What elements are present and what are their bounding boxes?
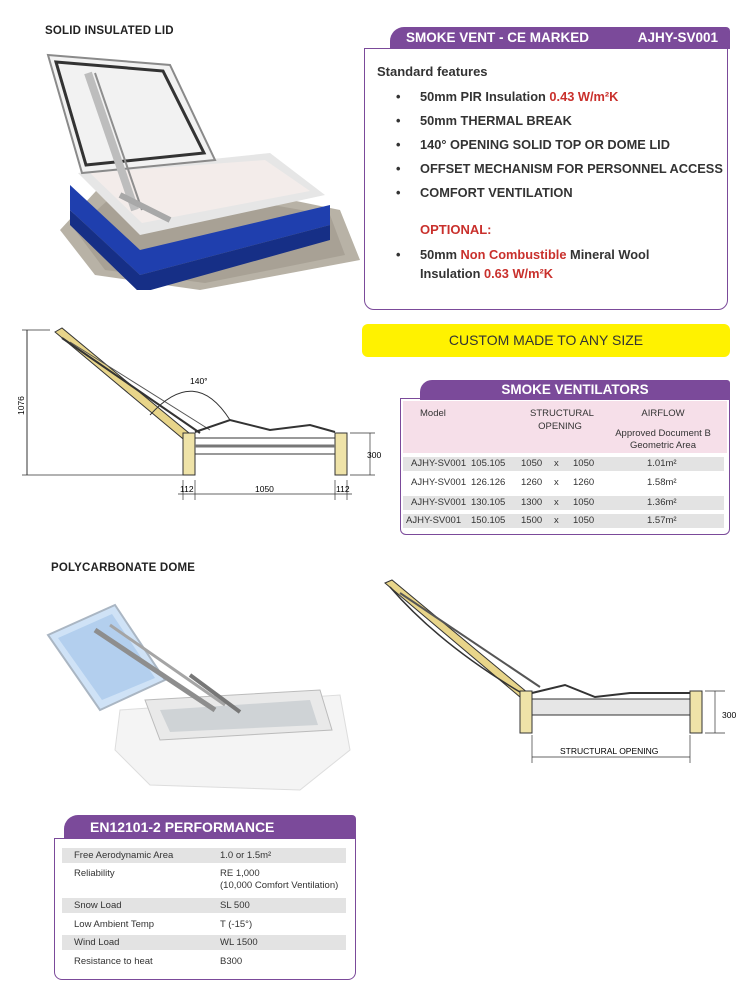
col-model: Model	[420, 408, 446, 419]
col-geometric: Geometric Area	[630, 440, 696, 451]
solid-lid-product-image	[40, 45, 360, 290]
polycarbonate-elevation-diagram	[380, 575, 742, 770]
col-structural: STRUCTURAL	[530, 408, 594, 419]
ventilators-title: SMOKE VENTILATORS	[420, 380, 730, 400]
polycarbonate-heading: POLYCARBONATE DOME	[51, 562, 196, 574]
performance-row: Wind Load WL 1500	[62, 935, 346, 950]
standard-features-label: Standard features	[377, 64, 488, 79]
performance-tab	[64, 815, 356, 839]
side-left-dimension: 112	[180, 484, 194, 494]
solid-lid-heading: SOLID INSULATED LID	[45, 25, 174, 37]
features-tab	[390, 27, 730, 49]
features-tab-code: AJHY-SV001	[637, 30, 718, 45]
performance-row: Free Aerodynamic Area 1.0 or 1.5m²	[62, 848, 346, 863]
ventilator-row: AJHY-SV001 130.105 1300 x 1050 1.36m²	[403, 496, 724, 510]
angle-label: 140°	[190, 376, 208, 386]
width-dimension: 1050	[255, 484, 274, 494]
depth-dimension: 300	[367, 450, 382, 460]
performance-row: Snow Load SL 500	[62, 898, 346, 913]
height-dimension: 1076	[16, 396, 26, 415]
col-opening: OPENING	[538, 421, 582, 432]
col-airflow: AIRFLOW	[641, 408, 685, 419]
performance-title: EN12101-2 PERFORMANCE	[90, 819, 275, 835]
custom-size-banner: CUSTOM MADE TO ANY SIZE	[362, 324, 730, 357]
col-approved: Approved Document B	[615, 428, 711, 439]
polycarbonate-product-image	[40, 600, 360, 800]
side-right-dimension: 112	[336, 484, 350, 494]
optional-label: OPTIONAL:	[420, 222, 492, 237]
features-tab-title: SMOKE VENT - CE MARKED	[406, 30, 590, 45]
ventilator-row: AJHY-SV001 126.126 1260 x 1260 1.58m²	[411, 477, 677, 488]
ventilator-row: AJHY-SV001 150.105 1500 x 1050 1.57m²	[403, 514, 724, 528]
performance-row: Resistance to heat B300	[74, 956, 243, 967]
depth-dimension-2: 300	[722, 710, 737, 720]
ventilators-header	[403, 401, 727, 453]
performance-row: Low Ambient Temp T (-15°)	[74, 919, 253, 930]
ventilator-row: AJHY-SV001 105.105 1050 x 1050 1.01m²	[403, 457, 724, 471]
solid-lid-elevation-diagram	[10, 320, 390, 505]
structural-opening-label: STRUCTURAL OPENING	[560, 746, 659, 756]
performance-row: Reliability RE 1,000 (10,000 Comfort Ventilation)	[74, 868, 339, 891]
